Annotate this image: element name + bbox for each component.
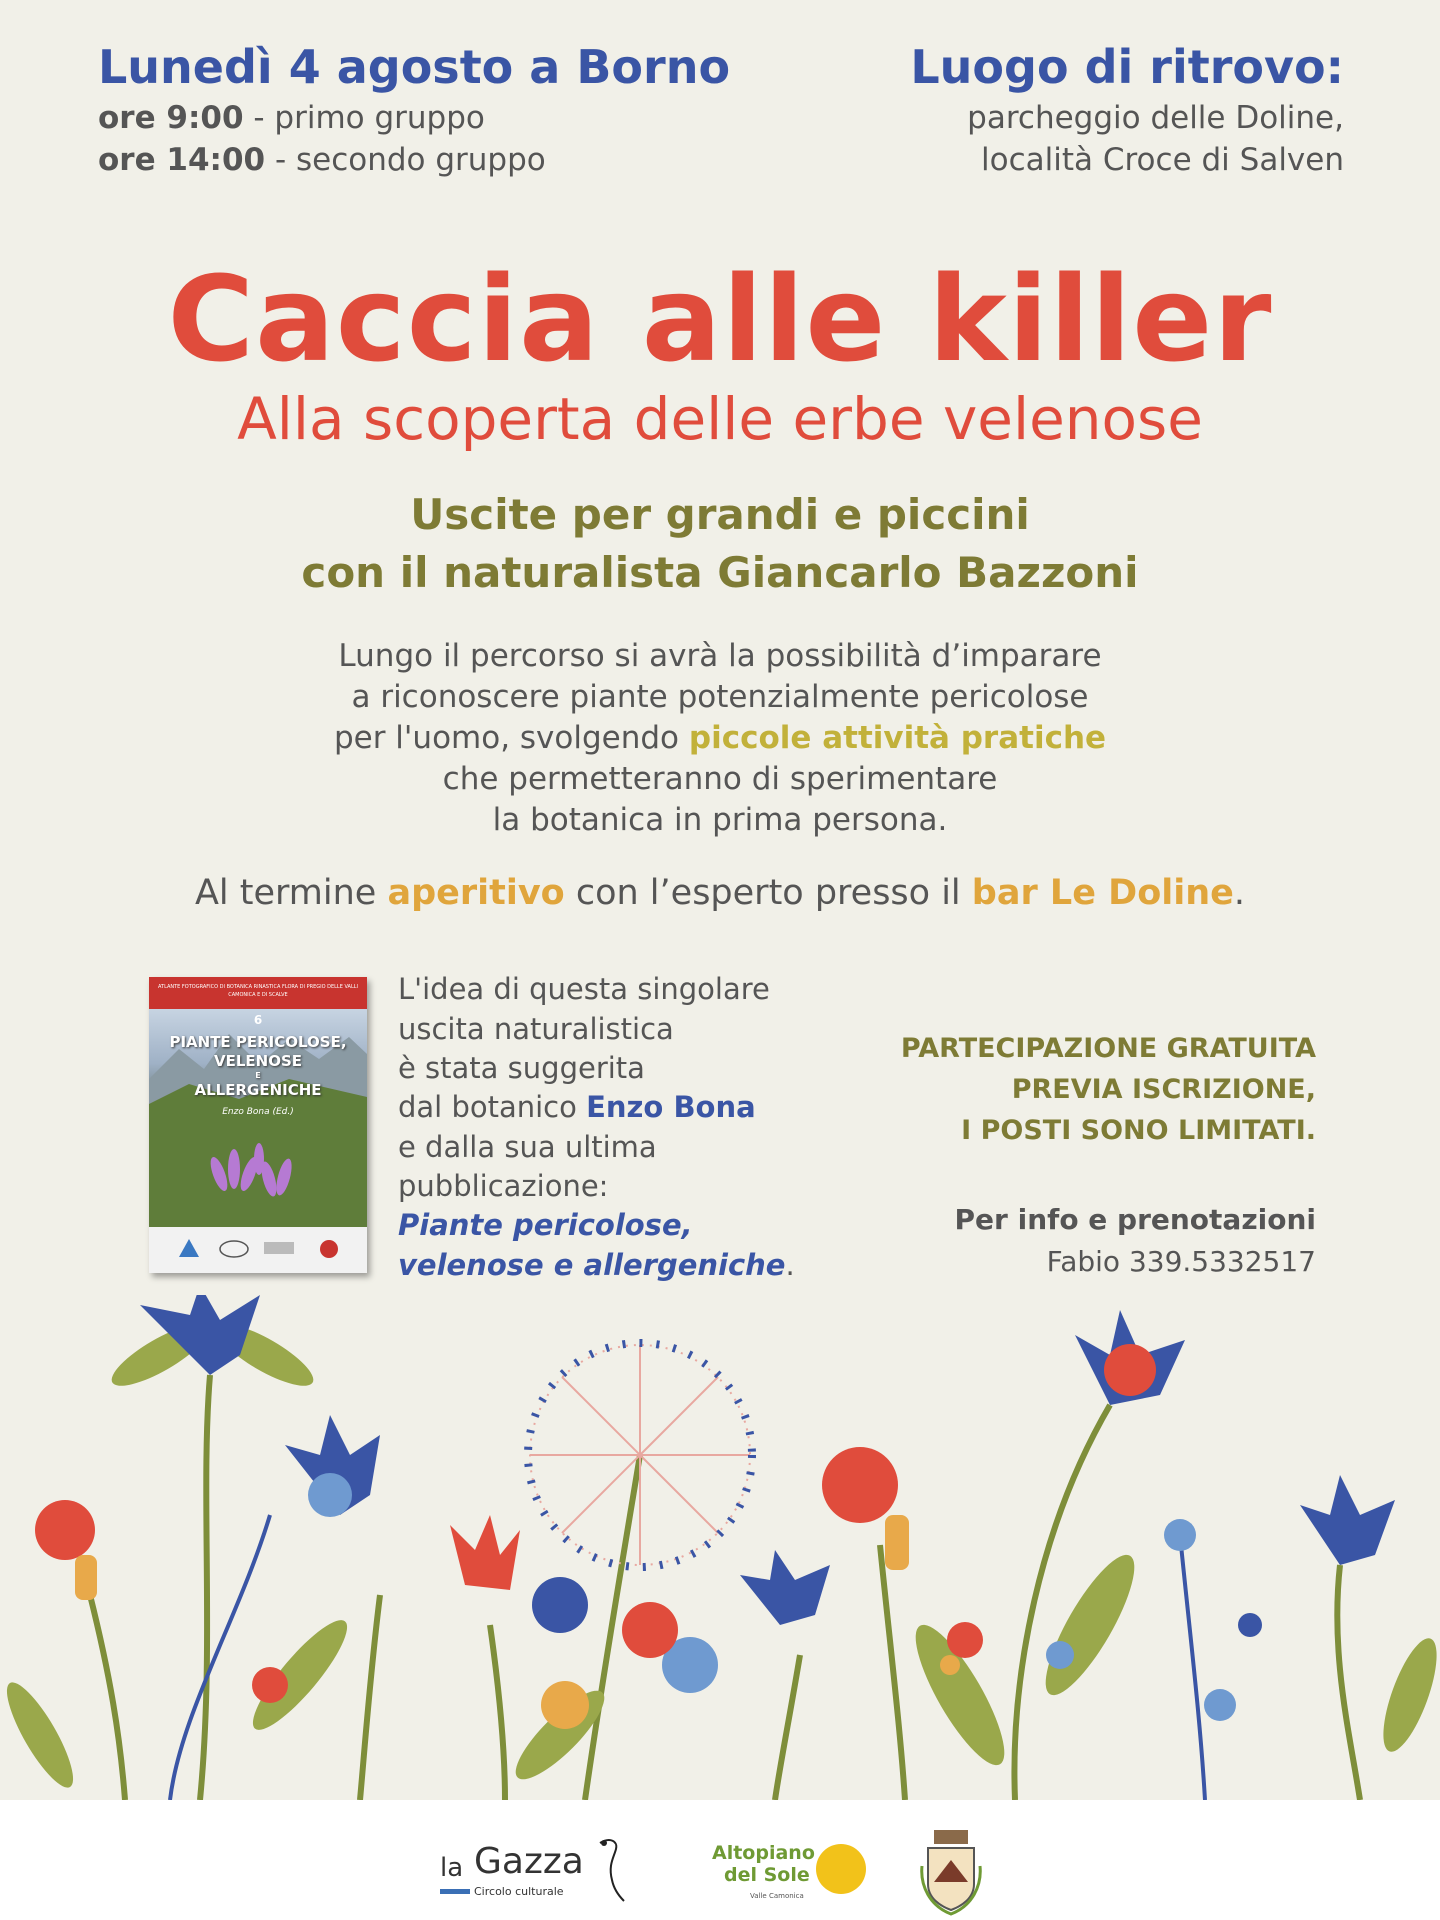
book-author: Enzo Bona (Ed.) xyxy=(222,1107,294,1117)
book-text-line5: e dalla sua ultima xyxy=(398,1130,657,1164)
book-title xyxy=(149,1033,367,1100)
contact-phone: Fabio 339.5332517 xyxy=(1046,1245,1316,1278)
book-title-mention-text: velenose e allergeniche xyxy=(398,1248,786,1282)
botanist-name: Enzo Bona xyxy=(586,1090,756,1124)
book-title-line2: VELENOSE xyxy=(213,1052,302,1070)
meeting-point-line1: parcheggio delle Doline, xyxy=(967,100,1344,136)
book-text-line2: uscita naturalistica xyxy=(398,1012,674,1046)
sun-icon xyxy=(816,1844,866,1894)
la-gazza-logo xyxy=(440,1835,630,1905)
closing-aperitivo: aperitivo xyxy=(387,873,565,913)
book-title-line1: PIANTE PERICOLOSE, xyxy=(169,1033,347,1051)
book-title-mention-line2 xyxy=(398,1248,795,1282)
tagline-line2: con il naturalista Giancarlo Bazzoni xyxy=(301,548,1139,597)
book-header: ATLANTE FOTOGRAFICO DI BOTANICA RINASTICA FLORA DI PREGIO DELLE VALLI CAMONICA E DI SCALVE xyxy=(149,977,367,1009)
book-title-mention-period: . xyxy=(785,1248,795,1282)
book-text-line1: L'idea di questa singolare xyxy=(398,972,770,1006)
altopiano-del-sole-logo xyxy=(712,1838,872,1908)
closing-mid: con l’esperto presso il xyxy=(564,873,972,913)
description-highlight: piccole attività pratiche xyxy=(688,720,1107,756)
label-second-group: - secondo gruppo xyxy=(265,142,546,178)
book-text-line4 xyxy=(398,1090,756,1124)
participation-line2: PREVIA ISCRIZIONE, xyxy=(1011,1074,1316,1105)
la-gazza-logo-name: Gazza xyxy=(474,1841,584,1882)
book-title-line3: E xyxy=(255,1071,261,1080)
book-text-line6: pubblicazione: xyxy=(398,1169,609,1203)
description-line1: Lungo il percorso si avrà la possibilità d’imparare xyxy=(338,638,1102,674)
description-line2: a riconoscere piante potenzialmente pericolose xyxy=(351,679,1089,715)
book-volume-number: 6 xyxy=(253,1013,263,1027)
municipal-crest-icon xyxy=(918,1826,984,1916)
book-title-line4: ALLERGENICHE xyxy=(194,1081,322,1099)
book-text-line4-pre: dal botanico xyxy=(398,1090,587,1124)
schedule-first-group xyxy=(98,100,485,136)
label-first-group: - primo gruppo xyxy=(243,100,485,136)
subtitle: Alla scoperta delle erbe velenose xyxy=(237,385,1203,453)
la-gazza-logo-la: la xyxy=(440,1853,464,1883)
participation-line1: PARTECIPAZIONE GRATUITA xyxy=(900,1033,1316,1064)
description-line4: che permetteranno di sperimentare xyxy=(442,761,998,797)
meeting-point-line2: località Croce di Salven xyxy=(981,142,1344,178)
wildflowers-illustration xyxy=(0,1295,1440,1800)
time-second-group: ore 14:00 xyxy=(98,142,266,178)
closing-line xyxy=(0,873,1440,913)
description-line5: la botanica in prima persona. xyxy=(492,802,948,838)
book-publisher-logos xyxy=(149,1227,367,1273)
description-line3 xyxy=(0,720,1440,756)
book-publisher-strip xyxy=(149,1227,367,1273)
closing-post: . xyxy=(1233,873,1246,913)
time-first-group: ore 9:00 xyxy=(98,100,244,136)
altopiano-logo-text xyxy=(712,1842,815,1886)
participation-line3: I POSTI SONO LIMITATI. xyxy=(961,1115,1316,1146)
description-line3-text: per l'uomo, svolgendo xyxy=(333,720,689,756)
la-gazza-logo-subtitle: Circolo culturale xyxy=(474,1885,564,1898)
book-title-mention-line1: Piante pericolose, xyxy=(398,1208,693,1242)
altopiano-logo-subtitle: Valle Camonica xyxy=(750,1892,804,1900)
magpie-icon xyxy=(590,1835,630,1905)
book-cover xyxy=(149,977,367,1273)
closing-pre: Al termine xyxy=(194,873,388,913)
la-gazza-logo-bar xyxy=(440,1889,470,1894)
schedule-second-group xyxy=(98,142,546,178)
main-title: Caccia alle killer xyxy=(167,250,1273,388)
tagline-line1: Uscite per grandi e piccini xyxy=(410,490,1030,539)
contact-label: Per info e prenotazioni xyxy=(954,1203,1316,1236)
event-date-title: Lunedì 4 agosto a Borno xyxy=(98,40,731,94)
altopiano-logo-line1: Altopiano xyxy=(712,1842,815,1864)
closing-bar-name: bar Le Doline xyxy=(971,873,1234,913)
book-text-line3: è stata suggerita xyxy=(398,1051,645,1085)
meeting-point-title: Luogo di ritrovo: xyxy=(910,40,1344,94)
altopiano-logo-line2: del Sole xyxy=(724,1864,810,1886)
